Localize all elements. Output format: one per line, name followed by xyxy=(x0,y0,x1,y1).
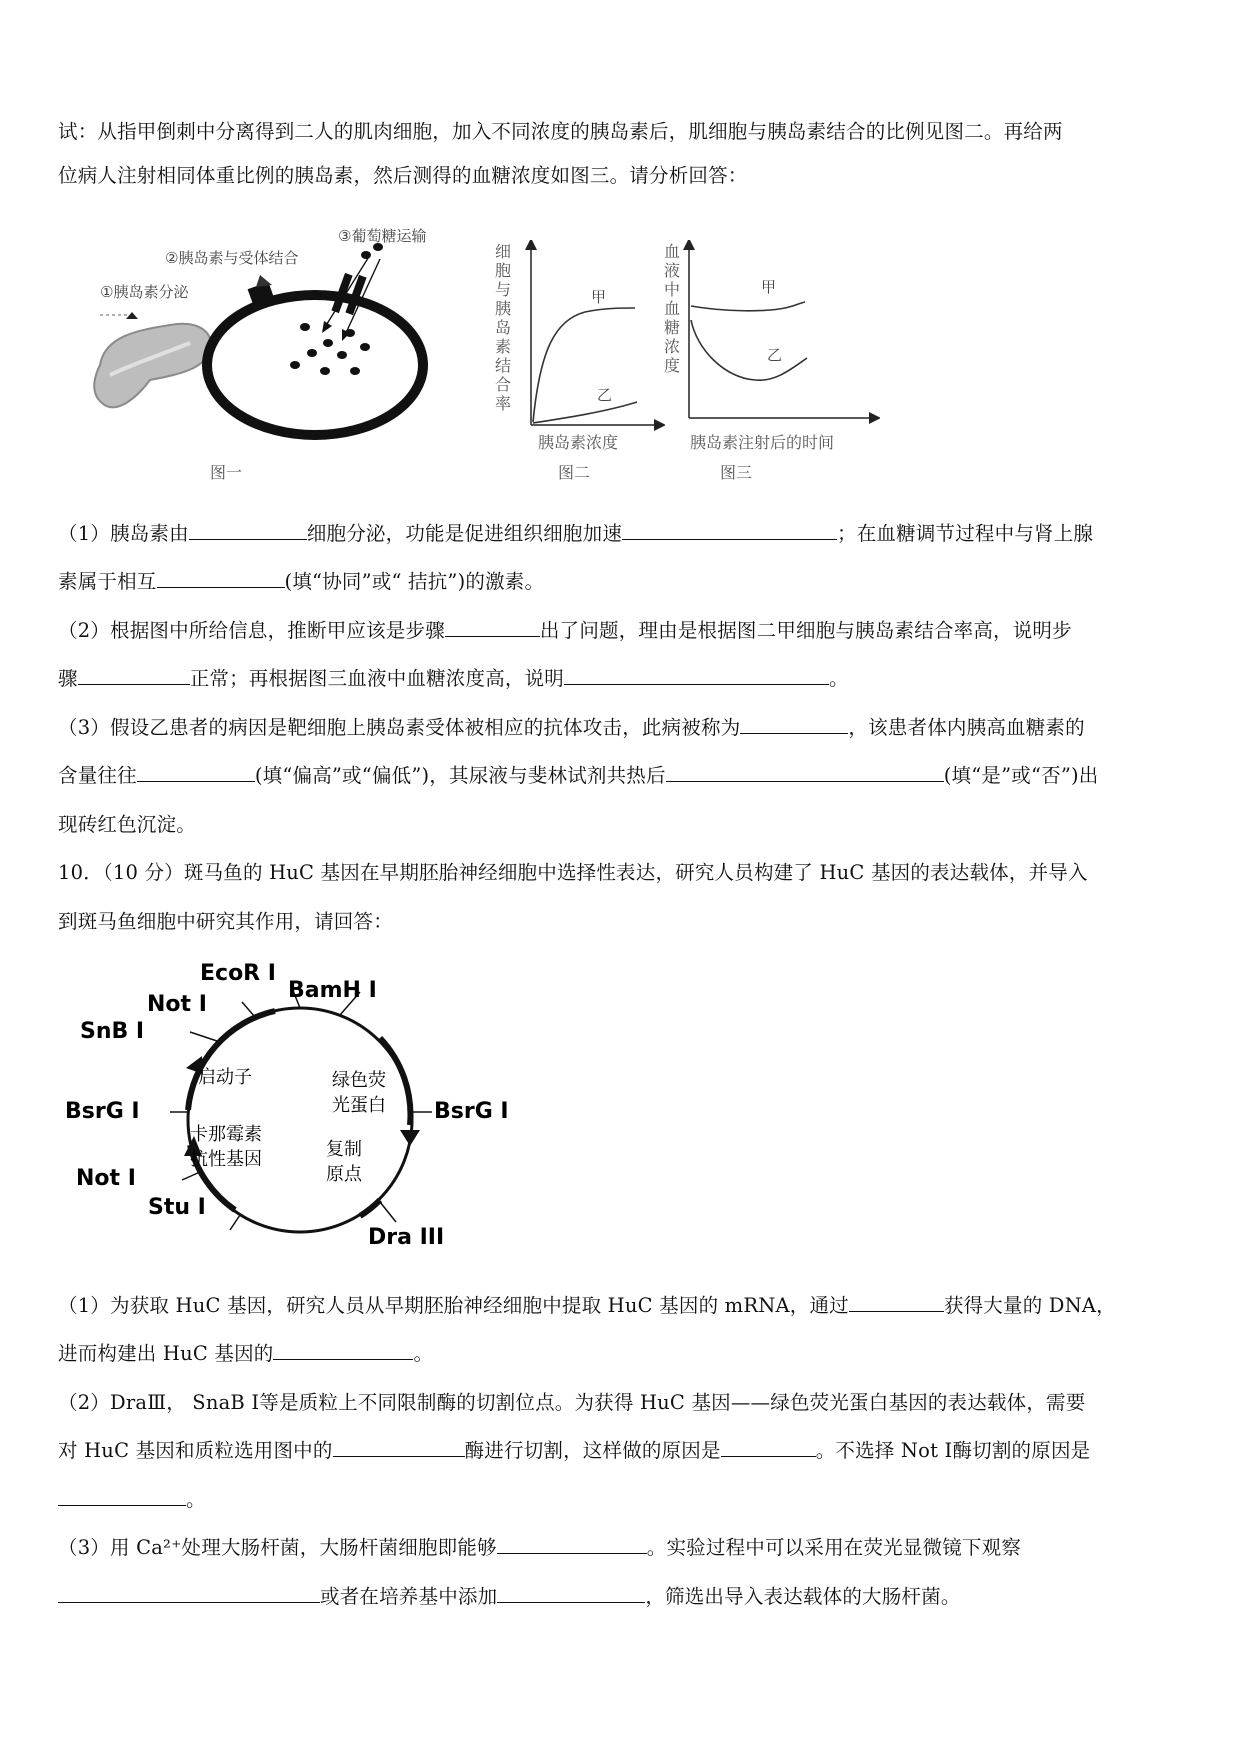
q10-part2-line3: 。 xyxy=(58,1484,206,1512)
q10-part3-line1: （3）用 Ca²⁺处理大肠杆菌，大肠杆菌细胞即能够 。实验过程中可以采用在荧光显微镜下观察 xyxy=(58,1536,1022,1559)
q10-stem-line1: 10．（10 分）斑马鱼的 HuC 基因在早期胚胎神经细胞中选择性表达，研究人员构建了 HuC 基因的表达载体，并导入 xyxy=(58,861,1088,884)
q9-part1-line2: 素属于相互 (填“协同”或“ 拮抗”)的激素。 xyxy=(58,570,545,593)
curve-jia xyxy=(533,308,635,422)
figure-1 xyxy=(80,215,470,455)
curve-jia xyxy=(691,302,805,311)
fig3-ylabel: 血液中血糖浓度 xyxy=(664,242,681,375)
q9-part3-line3: 现砖红色沉淀。 xyxy=(58,813,196,836)
q9-part3-line1: （3）假设乙患者的病因是靶细胞上胰岛素受体被相应的抗体攻击，此病被称为 ，该患者体内胰高血糖素的 xyxy=(58,716,1085,739)
q9-part1-line1: （1）胰岛素由 细胞分泌，功能是促进组织细胞加速 ；在血糖调节过程中与肾上腺 xyxy=(58,522,1094,545)
step1-label: ①胰岛素分泌 xyxy=(100,283,189,301)
site-dra3: Dra III xyxy=(368,1225,445,1250)
answer-blank[interactable] xyxy=(78,666,190,685)
site-ecor1: EcoR I xyxy=(200,961,276,986)
answer-blank[interactable] xyxy=(721,1438,816,1457)
figure-2 xyxy=(495,240,665,455)
curve-yi xyxy=(691,320,807,380)
figure-3 xyxy=(665,240,880,455)
q10-part2-line1: （2）DraⅢ， SnaB Ⅰ等是质粒上不同限制酶的切割位点。为获得 HuC 基因——绿色荧光蛋白基因的表达载体，需要 xyxy=(58,1391,1086,1414)
answer-blank[interactable] xyxy=(849,1293,944,1312)
answer-blank[interactable] xyxy=(157,569,285,588)
step2-label: ②胰岛素与受体结合 xyxy=(165,249,299,267)
q10-part1-line2: 进而构建出 HuC 基因的 。 xyxy=(58,1342,434,1365)
site-bamh1: BamH I xyxy=(288,978,377,1003)
plasmid-map xyxy=(60,960,520,1260)
answer-blank[interactable] xyxy=(189,521,307,540)
label-promoter: 启动子 xyxy=(198,1067,252,1088)
answer-blank[interactable] xyxy=(58,1584,320,1603)
answer-blank[interactable] xyxy=(666,763,944,782)
figure-2-caption: 图二 xyxy=(558,463,591,482)
site-not1-top: Not I xyxy=(147,992,207,1017)
q9-part2-line2: 骤 正常；再根据图三血液中血糖浓度高，说明 。 xyxy=(58,667,849,690)
pancreas-icon xyxy=(94,324,211,408)
intro-line-1: 试：从指甲倒刺中分离得到二人的肌肉细胞，加入不同浓度的胰岛素后，肌细胞与胰岛素结合的比例见图二。再给两 xyxy=(58,120,1063,143)
fig3-xlabel: 胰岛素注射后的时间 xyxy=(690,433,835,452)
step3-label: ③葡萄糖运输 xyxy=(338,227,427,245)
q10-part3-line2: 或者在培养基中添加 ，筛选出导入表达载体的大肠杆菌。 xyxy=(58,1581,961,1609)
figure-1-caption: 图一 xyxy=(210,463,243,482)
site-not1-bottom: Not I xyxy=(76,1166,136,1191)
answer-blank[interactable] xyxy=(58,1487,186,1506)
answer-blank[interactable] xyxy=(333,1438,465,1457)
plasmid-figure xyxy=(60,960,520,1260)
curve-yi xyxy=(533,402,637,423)
curve-jia-label: 甲 xyxy=(591,288,607,306)
fig2-ylabel: 细胞与胰岛素结合率 xyxy=(495,242,512,413)
label-gfp-1: 绿色荧 xyxy=(332,1070,386,1091)
intro-line-2: 位病人注射相同体重比例的胰岛素，然后测得的血糖浓度如图三。请分析回答： xyxy=(58,164,748,187)
figure-3-caption: 图三 xyxy=(720,463,753,482)
label-gfp-2: 光蛋白 xyxy=(332,1095,386,1116)
q10-part1-line1: （1）为获取 HuC 基因，研究人员从早期胚胎神经细胞中提取 HuC 基因的 mRNA，通过 获得大量的 DNA， xyxy=(58,1294,1116,1317)
pancreas-cell-diagram xyxy=(80,215,470,455)
answer-blank[interactable] xyxy=(273,1341,413,1360)
label-kan-2: 抗性基因 xyxy=(190,1149,262,1170)
curve-yi-label: 乙 xyxy=(597,386,613,404)
answer-blank[interactable] xyxy=(740,715,848,734)
q10-stem-line2: 到斑马鱼细胞中研究其作用，请回答： xyxy=(58,910,393,933)
label-ori-1: 复制 xyxy=(326,1139,362,1160)
site-snb1: SnB I xyxy=(80,1019,145,1044)
site-bsrg1-right: BsrG I xyxy=(434,1099,509,1124)
label-ori-2: 原点 xyxy=(326,1164,362,1185)
cell-membrane xyxy=(207,295,423,435)
answer-blank[interactable] xyxy=(137,763,255,782)
label-kan-1: 卡那霉素 xyxy=(190,1124,262,1145)
curve-jia-label: 甲 xyxy=(761,278,777,296)
answer-blank[interactable] xyxy=(497,1584,645,1603)
curve-yi-label: 乙 xyxy=(767,346,783,364)
q10-part2-line2: 对 HuC 基因和质粒选用图中的 酶进行切割，这样做的原因是 。不选择 Not Ⅰ酶切割的原因是 xyxy=(58,1439,1091,1462)
q9-part2-line1: （2）根据图中所给信息，推断甲应该是步骤 出了问题，理由是根据图二甲细胞与胰岛素结合率高，说明步 xyxy=(58,619,1072,642)
site-bsrg1-left: BsrG I xyxy=(65,1099,140,1124)
answer-blank[interactable] xyxy=(564,666,829,685)
answer-blank[interactable] xyxy=(497,1535,647,1554)
q9-part3-line2: 含量往往 (填“偏高”或“偏低”)，其尿液与斐林试剂共热后 (填“是”或“否”)出 xyxy=(58,764,1099,787)
site-stu1: Stu I xyxy=(148,1195,206,1220)
answer-blank[interactable] xyxy=(622,521,837,540)
answer-blank[interactable] xyxy=(445,618,540,637)
fig2-xlabel: 胰岛素浓度 xyxy=(538,433,619,452)
